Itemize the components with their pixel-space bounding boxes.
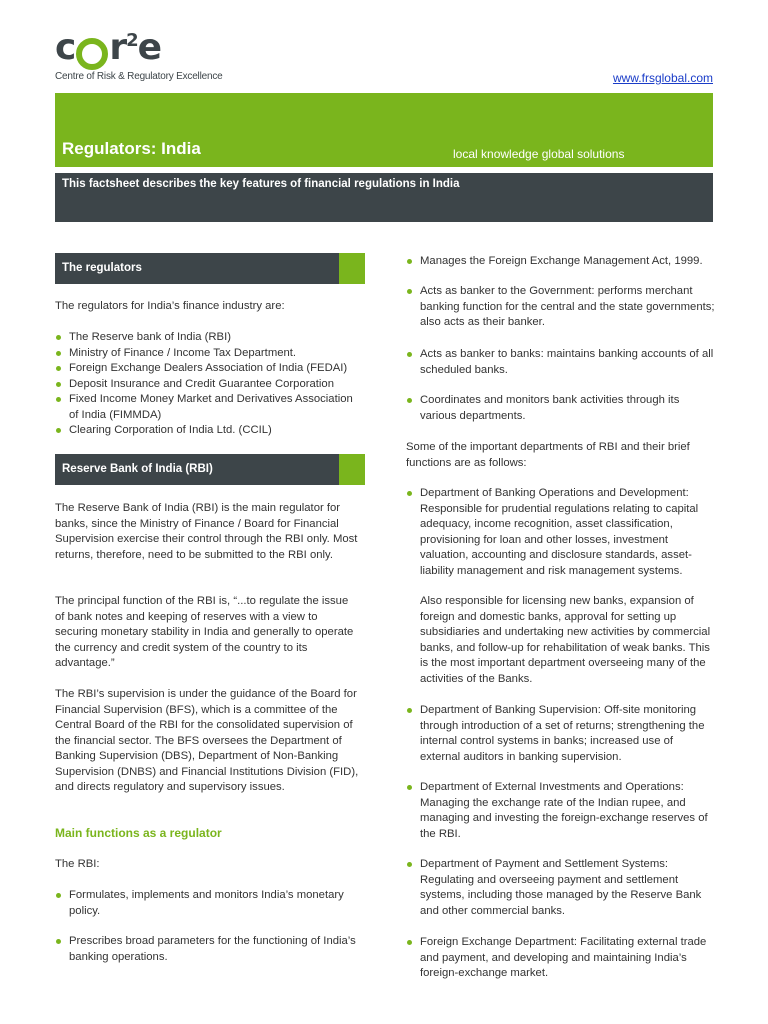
list-item: Clearing Corporation of India Ltd. (CCIL) [55, 423, 365, 439]
list-item: Department of Banking Operations and Development: Responsible for prudential regulations relating to capital adequacy, income recognition, asset classification, provisioning for loan and other losses, investment valuation, accounting and disclosure standards, asset-liability management and risk management systems. [406, 486, 716, 579]
logo-tagline: Centre of Risk & Regulatory Excellence [55, 71, 223, 82]
functions-heading: Main functions as a regulator [55, 826, 222, 840]
intro-bar [55, 173, 713, 222]
department-continuation: Also responsible for licensing new banks, expansion of foreign and domestic banks, approval for setting up subsidiaries and undertaking new activities by commercial banks, and follow-up for rehabilitation of weak banks. This is the most important department overseeing many of the activities of the Banks. [420, 595, 711, 685]
departments-intro: Some of the important departments of RBI and their brief functions are as follows: [406, 441, 690, 469]
list-item: Fixed Income Money Market and Derivatives Association of India (FIMMDA) [55, 392, 365, 423]
rbi-paragraph-2: The principal function of the RBI is, “...to regulate the issue of bank notes and keeping of reserves with a view to securing monetary stability in India and generally to operate the currency and credit system of the country to its advantage.” [55, 595, 354, 669]
logo-ring-icon [76, 38, 108, 70]
banner-slogan: local knowledge global solutions [453, 147, 625, 161]
list-item: Formulates, implements and monitors India’s monetary policy. [55, 888, 365, 919]
page-title: Regulators: India [62, 139, 201, 158]
intro-text: This factsheet describes the key features of financial regulations in India [62, 178, 460, 190]
list-item: Foreign Exchange Department: Facilitating external trade and payment, and developing and maintaining India’s foreign-exchange market. [406, 935, 716, 982]
section-header-regulators: The regulators [55, 253, 365, 284]
website-link[interactable]: www.frsglobal.com [612, 71, 713, 85]
regulators-list [55, 330, 365, 439]
header-accent-square [339, 454, 365, 485]
list-item: Department of Payment and Settlement Systems: Regulating and overseeing payment and settlement systems, including those managed by the Reserve Bank and other commercial banks. [406, 857, 716, 919]
logo-wordmark: c r 2 e [55, 27, 162, 68]
list-item: The Reserve bank of India (RBI) [55, 330, 365, 346]
list-item: Ministry of Finance / Income Tax Department. [55, 346, 365, 362]
title-banner [55, 93, 713, 167]
header-accent-square [339, 253, 365, 284]
section-header-rbi: Reserve Bank of India (RBI) [55, 454, 365, 485]
list-item: Foreign Exchange Dealers Association of India (FEDAI) [55, 361, 365, 377]
list-item: Coordinates and monitors bank activities through its various departments. [406, 393, 716, 424]
list-item: Department of External Investments and Operations: Managing the exchange rate of the Indian rupee, and managing and investing the foreign-exchange reserves of the RBI. [406, 780, 716, 842]
core2e-logo [55, 27, 223, 82]
list-item: Manages the Foreign Exchange Management Act, 1999. [406, 254, 716, 270]
list-item: Department of Banking Supervision: Off-site monitoring through introduction of a set of returns; strengthening the internal control systems in banks; increased use of external auditors in banking supervision. [406, 703, 716, 765]
rbi-paragraph-1: The Reserve Bank of India (RBI) is the main regulator for banks, since the Ministry of Finance / Board for Financial Supervision exercise their control through the RBI only. Most returns, therefore, need to be submitted to the RBI only. [55, 502, 358, 561]
functions-intro: The RBI: [55, 858, 100, 870]
list-item: Acts as banker to the Government: performs merchant banking function for the central and the state governments; also acts as their banker. [406, 284, 716, 331]
list-item: Prescribes broad parameters for the functioning of India’s banking operations. [55, 934, 365, 965]
list-item: Acts as banker to banks: maintains banking accounts of all scheduled banks. [406, 347, 716, 378]
regulators-intro: The regulators for India’s finance industry are: [55, 300, 285, 312]
list-item: Deposit Insurance and Credit Guarantee Corporation [55, 377, 365, 393]
rbi-paragraph-3: The RBI’s supervision is under the guidance of the Board for Financial Supervision (BFS), which is a committee of the Central Board of the RBI for the consolidated supervision of the financial sector. The BFS oversees the Department of Banking Supervision (DBS), Department of Non-Banking Supervision (DNBS) and Financial Institutions Division (FID), and directs regulatory and supervisory issues. [55, 688, 359, 793]
